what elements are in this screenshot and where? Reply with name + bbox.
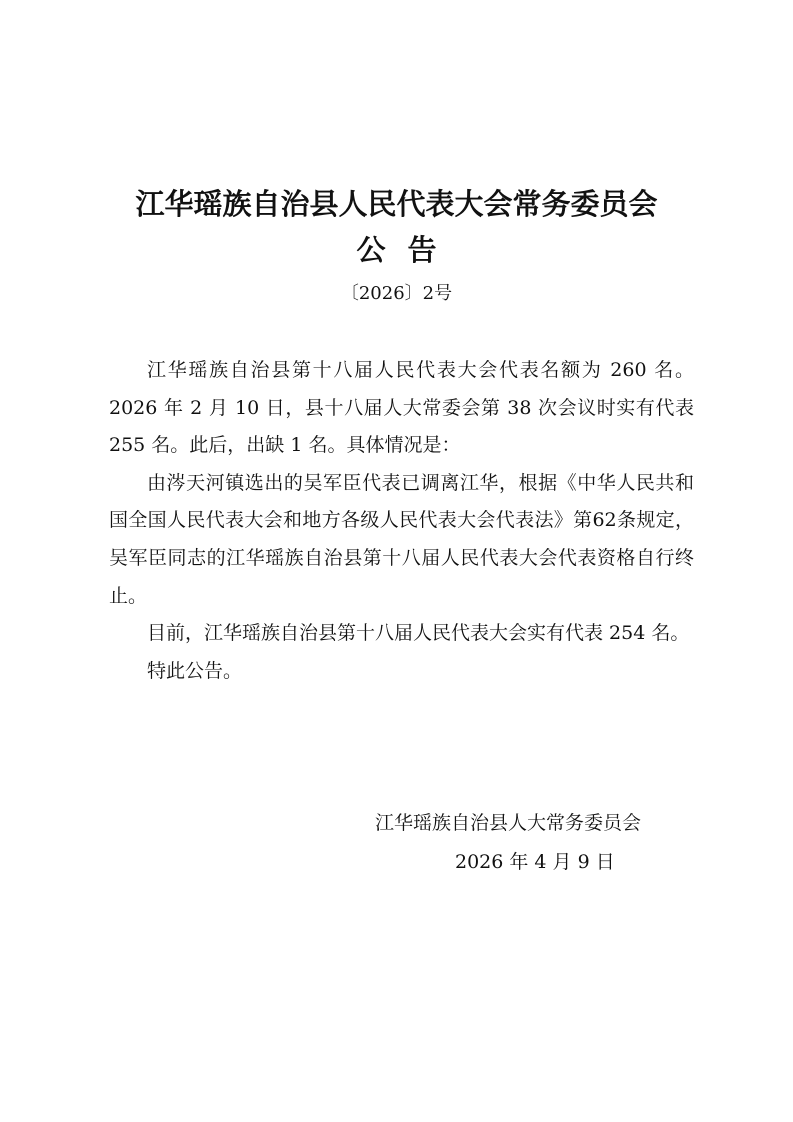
signature-organization: 江华瑶族自治县人大常务委员会 xyxy=(375,812,642,834)
body-paragraph: 特此公告。 xyxy=(147,659,243,682)
signature-date: 2026 年 4 月 9 日 xyxy=(455,851,615,873)
document-title: 江华瑶族自治县人民代表大会常务委员会 xyxy=(135,187,658,221)
document-body xyxy=(109,352,694,690)
body-paragraph: 江华瑶族自治县第十八届人民代表大会代表名额为 260 名。2026 年 2 月 10 日，县十八届人大常委会第 38 次会议时实有代表 255 名。此后，出缺 1 名。具体情况是： xyxy=(109,359,694,457)
body-paragraph: 由涔天河镇选出的吴军臣代表已调离江华，根据《中华人民共和国全国人民代表大会和地方各级人民代表大会代表法》第62条规定，吴军臣同志的江华瑶族自治县第十八届人民代表大会代表资格自行终止。 xyxy=(109,471,694,607)
body-paragraph: 目前，江华瑶族自治县第十八届人民代表大会实有代表 254 名。 xyxy=(147,622,690,645)
document-number: 〔2026〕2号 xyxy=(340,283,453,304)
document-subtitle: 公告 xyxy=(356,233,459,267)
